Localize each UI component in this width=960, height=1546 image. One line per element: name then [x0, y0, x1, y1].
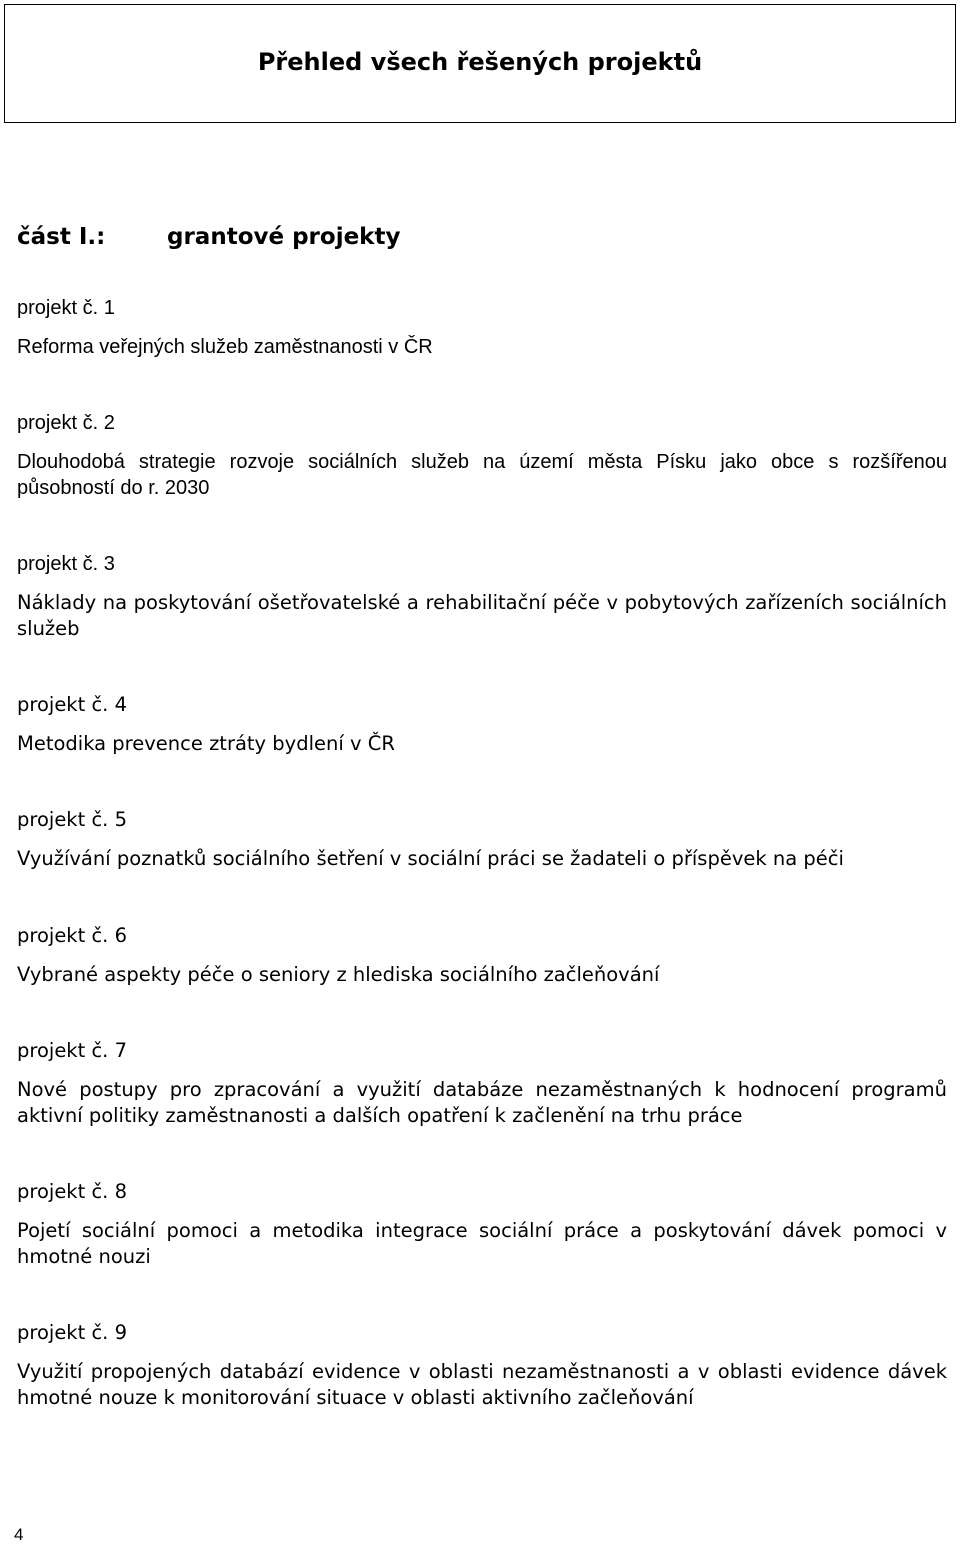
project-label: projekt č. 6	[17, 924, 127, 947]
project-title: Vybrané aspekty péče o seniory z hlediska sociálního začleňování	[17, 963, 660, 986]
page-number: 4	[14, 1525, 24, 1544]
project-label: projekt č. 4	[17, 693, 127, 716]
project-title: Náklady na poskytování ošetřovatelské a rehabilitační péče v pobytových zařízeních sociálních služeb	[17, 591, 947, 640]
section-part-label: část I.:	[17, 224, 106, 250]
project-title: Využívání poznatků sociálního šetření v sociální práci se žadateli o příspěvek na péči	[17, 847, 844, 870]
project-label: projekt č. 9	[17, 1321, 127, 1344]
document-header-box	[4, 4, 956, 123]
project-title: Využití propojených databází evidence v oblasti nezaměstnanosti a v oblasti evidence dávek hmotné nouze k monitorování situace v oblasti aktivního začleňování	[17, 1360, 947, 1409]
project-title: Nové postupy pro zpracování a využití databáze nezaměstnaných k hodnocení programů aktivní politiky zaměstnanosti a dalších opatření k začlenění na trhu práce	[17, 1078, 947, 1127]
project-title: Pojetí sociální pomoci a metodika integrace sociální práce a poskytování dávek pomoci v hmotné nouzi	[17, 1219, 947, 1268]
project-title: Reforma veřejných služeb zaměstnanosti v ČR	[17, 336, 433, 358]
project-label: projekt č. 2	[17, 412, 115, 434]
project-title: Metodika prevence ztráty bydlení v ČR	[17, 732, 395, 755]
project-label: projekt č. 7	[17, 1039, 127, 1062]
project-label: projekt č. 8	[17, 1180, 127, 1203]
project-title: Dlouhodobá strategie rozvoje sociálních služeb na území města Písku jako obce s rozšířenou působností do r. 2030	[17, 451, 947, 499]
project-label: projekt č. 5	[17, 808, 127, 831]
section-heading	[17, 224, 400, 250]
page-title: Přehled všech řešených projektů	[257, 48, 703, 76]
section-name: grantové projekty	[167, 224, 401, 250]
project-label: projekt č. 1	[17, 297, 115, 319]
project-label: projekt č. 3	[17, 553, 115, 575]
